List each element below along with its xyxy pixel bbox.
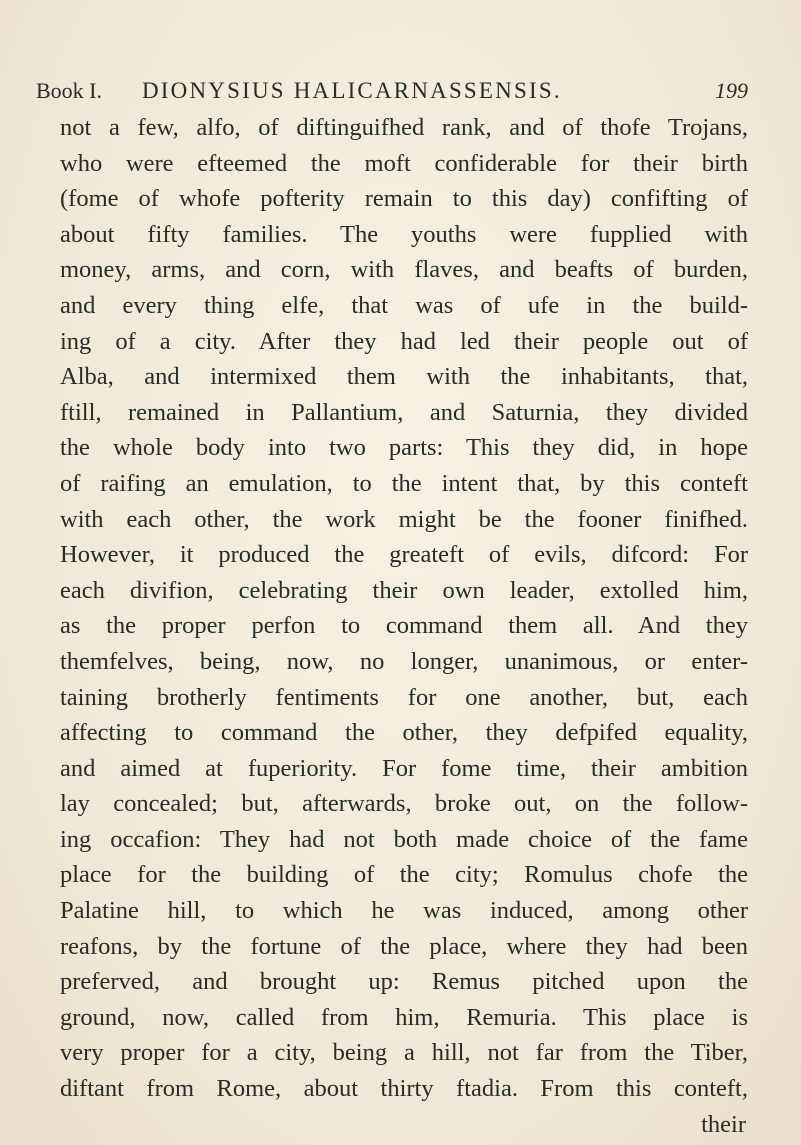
text-line: not a few, alfo, of diftinguifhed rank, and of thofe Trojans, — [60, 114, 748, 141]
text-line: Alba, and intermixed them with the inhabitants, that, — [60, 363, 748, 391]
page-header — [36, 74, 748, 108]
text-line: However, it produced the greateft of evils, difcord: For — [60, 541, 748, 569]
text-line: reafons, by the fortune of the place, where they had been — [60, 932, 748, 960]
text-line: lay concealed; but, afterwards, broke out, on the follow- — [60, 790, 748, 818]
text-line: ground, now, called from him, Remuria. This place is — [60, 1003, 748, 1031]
text-line: (fome of whofe pofterity remain to this day) confifting of — [60, 185, 748, 213]
text-line: diftant from Rome, about thirty ftadia. From this conteft, — [60, 1075, 748, 1103]
text-line: preferved, and brought up: Remus pitched upon the — [60, 968, 748, 996]
text-line: the whole body into two parts: This they did, in hope — [60, 434, 748, 462]
text-line: ftill, remained in Pallantium, and Saturnia, they divided — [60, 398, 748, 426]
text-line: who were efteemed the moft confiderable for their birth — [60, 149, 748, 177]
text-line: Palatine hill, to which he was induced, among other — [60, 897, 748, 925]
catchword: their — [701, 1110, 746, 1138]
text-line: themfelves, being, now, no longer, unanimous, or enter- — [60, 647, 748, 675]
text-line: money, arms, and corn, with flaves, and beafts of burden, — [60, 256, 748, 284]
text-line: and aimed at fuperiority. For fome time, their ambition — [60, 754, 748, 782]
book-label: Book I. — [36, 78, 102, 103]
page-number: 199 — [715, 78, 748, 103]
running-title: DIONYSIUS HALICARNASSENSIS. — [142, 78, 562, 103]
text-line: each divifion, celebrating their own leader, extolled him, — [60, 576, 748, 604]
text-line: of raifing an emulation, to the intent that, by this conteft — [60, 469, 748, 497]
text-line: as the proper perfon to command them all. And they — [60, 612, 748, 640]
text-line: taining brotherly fentiments for one another, but, each — [60, 683, 748, 711]
text-line: very proper for a city, being a hill, not far from the Tiber, — [60, 1039, 748, 1067]
text-line: and every thing elfe, that was of ufe in the build- — [60, 291, 748, 319]
text-line: ing occafion: They had not both made choice of the fame — [60, 825, 748, 853]
text-line: ing of a city. After they had led their people out of — [60, 327, 748, 355]
text-line: affecting to command the other, they defpifed equality, — [60, 719, 748, 747]
text-line: with each other, the work might be the fooner finifhed. — [60, 505, 748, 533]
text-line: place for the building of the city; Romulus chofe the — [60, 861, 748, 889]
body-text — [60, 110, 748, 1142]
text-line: about fifty families. The youths were fupplied with — [60, 220, 748, 248]
